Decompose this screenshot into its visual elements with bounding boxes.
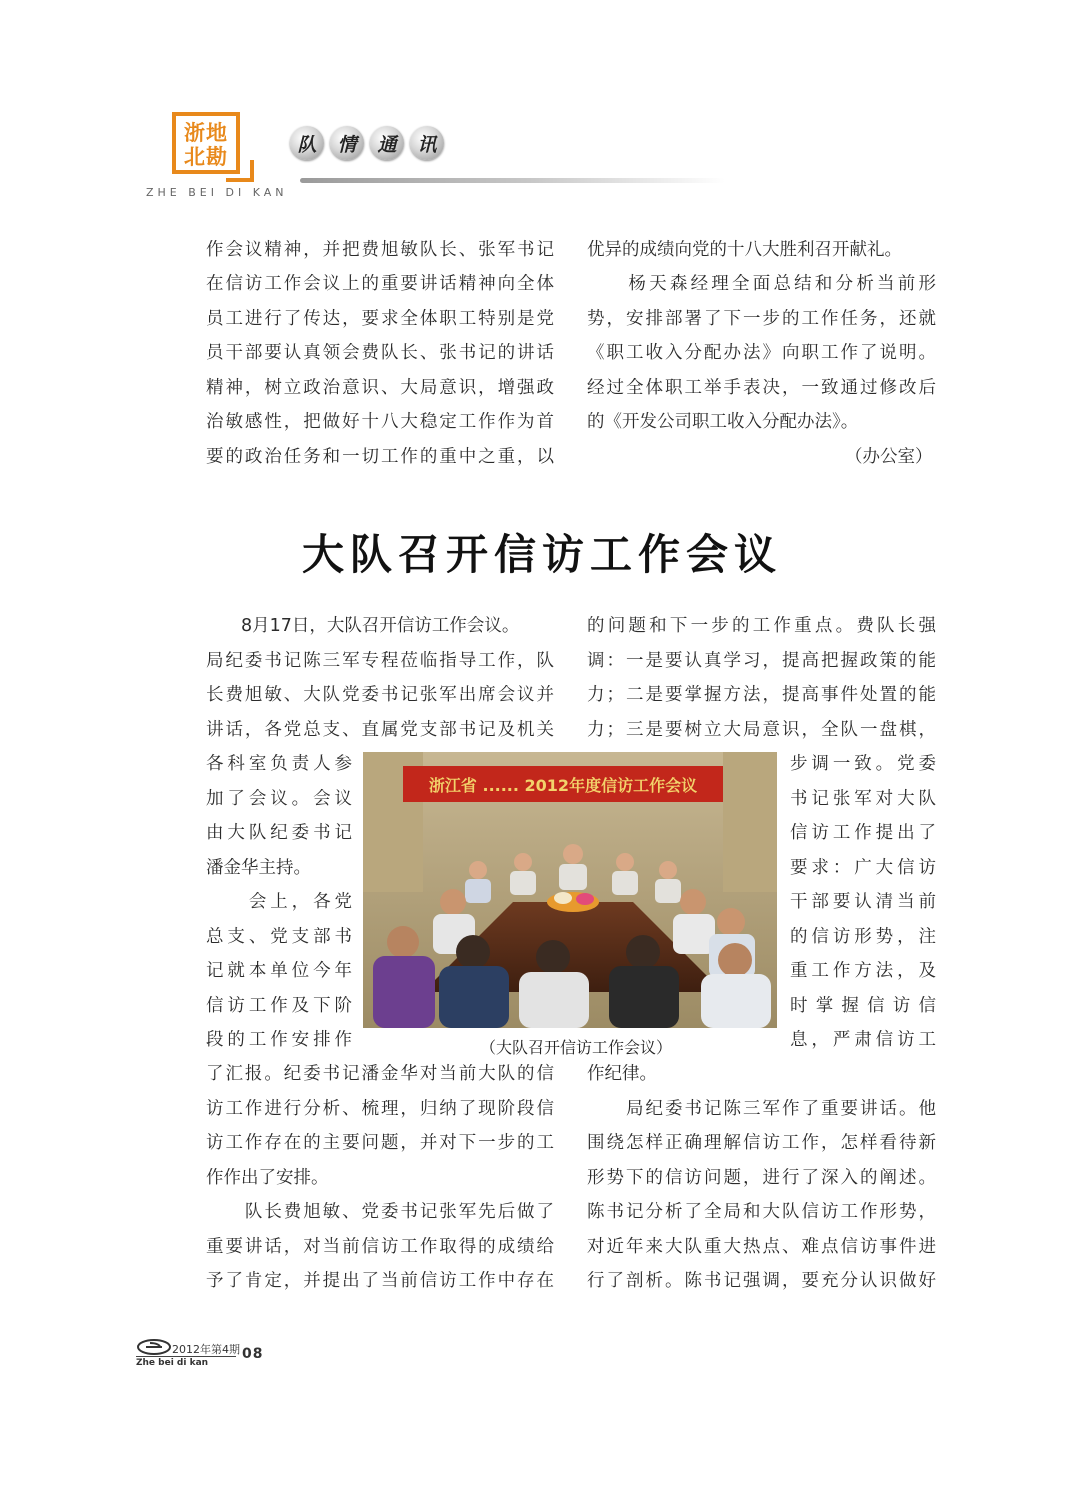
- text-line: 时掌握信访信: [790, 996, 936, 1016]
- text-line: 优异的成绩向党的十八大胜利召开献礼。: [587, 240, 902, 260]
- text-line: 势，安排部署了下一步的工作任务，还就: [587, 309, 936, 329]
- photo-banner-text: 浙江省 ...... 2012年度信访工作会议: [428, 776, 698, 795]
- text-line: 访工作存在的主要问题，并对下一步的工: [206, 1133, 554, 1153]
- text-line: 治敏感性，把做好十八大稳定工作作为首: [206, 412, 554, 432]
- text-line: 讲话，各党总支、直属党支部书记及机关: [206, 720, 554, 740]
- text-line: 陈书记分析了全局和大队信访工作形势，: [587, 1202, 936, 1222]
- text-line: 对近年来大队重大热点、难点信访事件进: [587, 1237, 936, 1257]
- text-line: 力；三是要树立大局意识，全队一盘棋，: [587, 720, 936, 740]
- text-line: 调：一是要认真学习，提高把握政策的能: [587, 651, 936, 671]
- text-line: 经过全体职工举手表决，一致通过修改后: [587, 378, 936, 398]
- text-line: 予了肯定，并提出了当前信访工作中存在: [206, 1271, 554, 1291]
- text-line: 的信访形势，注: [790, 927, 936, 947]
- section-char: 讯: [410, 126, 444, 160]
- photo-caption: （大队召开信访工作会议）: [480, 1038, 673, 1057]
- section-char: 队: [290, 126, 324, 160]
- text-line: 息，严肃信访工: [790, 1030, 936, 1050]
- text-line: 行了剖析。陈书记强调，要充分认识做好: [587, 1271, 936, 1291]
- text-line: 书记张军对大队: [790, 789, 936, 809]
- text-line: 队长费旭敏、党委书记张军先后做了: [206, 1202, 554, 1222]
- logo-corner-bracket: [226, 160, 254, 182]
- text-line: 作会议精神，并把费旭敏队长、张军书记: [206, 240, 554, 260]
- text-line: 的问题和下一步的工作重点。费队长强: [587, 616, 936, 636]
- byline: （办公室）: [845, 447, 933, 467]
- text-line: 局纪委书记陈三军专程莅临指导工作，队: [206, 651, 554, 671]
- footer-pinyin: Zhe bei di kan: [136, 1358, 209, 1368]
- text-line: 步调一致。党委: [790, 754, 936, 774]
- text-line: 加了会议。会议: [206, 789, 352, 809]
- text-line: 围绕怎样正确理解信访工作，怎样看待新: [587, 1133, 936, 1153]
- text-line: 员干部要认真领会费队长、张书记的讲话: [206, 343, 554, 363]
- text-line: 要求：广大信访: [790, 858, 936, 878]
- page-number: 08: [242, 1346, 264, 1362]
- text-line: 各科室负责人参: [206, 754, 352, 774]
- text-line: 要的政治任务和一切工作的重中之重，以: [206, 447, 554, 467]
- section-char: 情: [330, 126, 364, 160]
- text-line: 记就本单位今年: [206, 961, 352, 981]
- text-line: 由大队纪委书记: [206, 823, 352, 843]
- text-line: 重工作方法，及: [790, 961, 936, 981]
- text-line: 力；二是要掌握方法，提高事件处置的能: [587, 685, 936, 705]
- section-char: 通: [370, 126, 404, 160]
- section-heading: [290, 122, 444, 164]
- footer-rule: [136, 1356, 236, 1357]
- text-line: 《职工收入分配办法》向职工作了说明。: [587, 343, 936, 363]
- magazine-emblem-icon: [136, 1338, 172, 1356]
- text-line: 潘金华主持。: [206, 858, 311, 878]
- text-line: 形势下的信访问题，进行了深入的阐述。: [587, 1168, 936, 1188]
- text-line: 干部要认清当前: [790, 892, 936, 912]
- text-line: 访工作进行分析、梳理，归纳了现阶段信: [206, 1099, 554, 1119]
- text-line: 会上，各党: [206, 892, 352, 912]
- text-line: 作纪律。: [587, 1064, 657, 1084]
- issue-number: 2012年第4期: [172, 1343, 240, 1356]
- text-line: 局纪委书记陈三军作了重要讲话。他: [587, 1099, 936, 1119]
- text-line: 段的工作安排作: [206, 1030, 352, 1050]
- text-line: 在信访工作会议上的重要讲话精神向全体: [206, 274, 554, 294]
- logo-pinyin: ZHE BEI DI KAN: [146, 186, 288, 199]
- text-line: 杨天森经理全面总结和分析当前形: [587, 274, 936, 294]
- text-line: 精神，树立政治意识、大局意识，增强政: [206, 378, 554, 398]
- text-line: 重要讲话，对当前信访工作取得的成绩给: [206, 1237, 554, 1257]
- text-line: 作作出了安排。: [206, 1168, 329, 1188]
- text-line: 员工进行了传达，要求全体职工特别是党: [206, 309, 554, 329]
- article-title: 大队召开信访工作会议: [301, 530, 782, 579]
- section-divider: [300, 178, 725, 183]
- text-line: 了汇报。纪委书记潘金华对当前大队的信: [206, 1064, 554, 1084]
- text-line: 的《开发公司职工收入分配办法》。: [587, 412, 859, 432]
- text-line: 信访工作及下阶: [206, 996, 352, 1016]
- text-line: 长费旭敏、大队党委书记张军出席会议并: [206, 685, 554, 705]
- logo-text-line2: 北勘: [184, 144, 228, 169]
- text-line: 信访工作提出了: [790, 823, 936, 843]
- text-line: 8月17日，大队召开信访工作会议。: [206, 616, 520, 636]
- logo-text-line1: 浙地: [184, 120, 228, 145]
- text-line: 总支、党支部书: [206, 927, 352, 947]
- meeting-photo: [363, 752, 777, 1028]
